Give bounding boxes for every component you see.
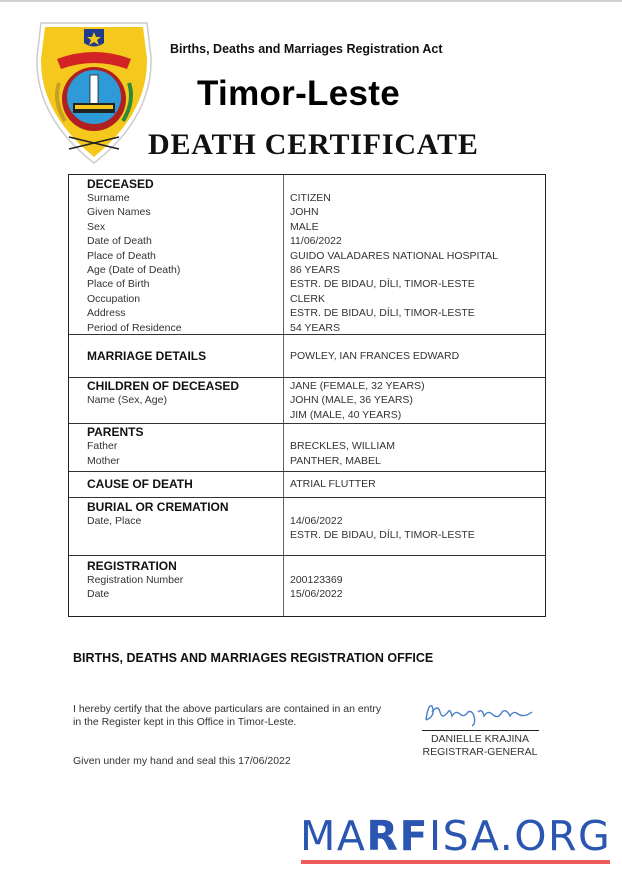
given-under-seal: Given under my hand and seal this 17/06/2022	[73, 755, 291, 767]
section-heading: DECEASED	[87, 177, 154, 191]
section-heading: MARRIAGE DETAILS	[87, 348, 207, 363]
field-label: Period of Residence	[87, 321, 182, 334]
section-marriage	[69, 334, 545, 377]
field-label: Name (Sex, Age)	[87, 394, 167, 406]
field-label: Address	[87, 307, 126, 320]
section-heading: CAUSE OF DEATH	[87, 477, 193, 491]
field-value: PANTHER, MABEL	[290, 455, 381, 467]
signature-icon	[418, 698, 543, 728]
field-label: Sex	[87, 220, 106, 233]
field-label: Date, Place	[87, 515, 142, 527]
section-parents	[69, 423, 545, 471]
section-heading: REGISTRATION	[87, 559, 177, 573]
section-heading: BURIAL OR CREMATION	[87, 500, 229, 514]
field-value: JOHN (MALE, 36 YEARS)	[290, 394, 413, 407]
coat-of-arms-icon	[33, 17, 155, 167]
field-value: 14/06/2022	[290, 515, 343, 527]
section-heading: PARENTS	[87, 425, 144, 439]
field-value: CITIZEN	[290, 192, 331, 204]
brand-part-2: RF	[366, 812, 429, 860]
field-label: Place of Birth	[87, 278, 150, 291]
field-label: Surname	[87, 192, 130, 204]
section-cause-of-death	[69, 471, 545, 497]
section-heading: CHILDREN OF DECEASED	[87, 379, 240, 393]
field-value: ESTR. DE BIDAU, DÍLI, TIMOR-LESTE	[290, 307, 475, 320]
registration-office-heading: BIRTHS, DEATHS AND MARRIAGES REGISTRATION OFFICE	[73, 651, 434, 665]
section-children	[69, 377, 545, 423]
field-label: Place of Death	[87, 249, 156, 262]
field-value: 200123369	[290, 574, 343, 586]
signatory-name: DANIELLE KRAJINA	[430, 733, 530, 745]
field-value: GUIDO VALADARES NATIONAL HOSPITAL	[290, 249, 498, 262]
field-label: Date of Death	[87, 235, 152, 248]
brand-underline	[301, 860, 610, 864]
act-title: Births, Deaths and Marriages Registration Act	[170, 42, 443, 56]
section-burial	[69, 497, 545, 555]
field-value: MALE	[290, 220, 319, 233]
field-value: JOHN	[290, 206, 319, 219]
top-border	[0, 0, 622, 2]
field-label: Date	[87, 588, 110, 601]
field-label: Mother	[87, 455, 120, 467]
signatory-title: REGISTRAR-GENERAL	[422, 745, 538, 758]
signatory-block	[410, 733, 550, 758]
field-value: JIM (MALE, 40 YEARS)	[290, 408, 402, 421]
field-label: Given Names	[87, 206, 151, 219]
signature-line	[422, 730, 539, 731]
field-value: 11/06/2022	[290, 235, 342, 248]
field-value: 15/06/2022	[290, 588, 343, 601]
field-label: Registration Number	[87, 574, 184, 586]
certification-line-2: in the Register kept in this Office in Timor-Leste.	[73, 716, 297, 728]
country-heading: Timor-Leste	[197, 74, 400, 113]
field-value: ESTR. DE BIDAU, DÍLI, TIMOR-LESTE	[290, 278, 475, 291]
brand-part-3: ISA.ORG	[429, 812, 612, 860]
field-value: ATRIAL FLUTTER	[290, 478, 376, 491]
section-deceased	[69, 175, 545, 334]
field-value: BRECKLES, WILLIAM	[290, 440, 396, 452]
brand-part-1: MA	[300, 812, 367, 860]
field-value: ESTR. DE BIDAU, DÍLI, TIMOR-LESTE	[290, 529, 475, 542]
field-value: 86 YEARS	[290, 264, 341, 277]
field-value: CLERK	[290, 292, 326, 305]
field-value: POWLEY, IAN FRANCES EDWARD	[290, 349, 460, 362]
certification-statement	[73, 703, 413, 729]
document-title: DEATH CERTIFICATE	[148, 128, 479, 161]
field-label: Occupation	[87, 292, 141, 305]
field-label: Age (Date of Death)	[87, 264, 181, 277]
field-value: 54 YEARS	[290, 321, 341, 334]
certification-line-1: I hereby certify that the above particulars are contained in an entry	[73, 703, 382, 715]
brand-watermark	[300, 812, 611, 860]
certificate-table	[68, 174, 546, 617]
field-value: JANE (FEMALE, 32 YEARS)	[290, 380, 425, 392]
section-registration	[69, 555, 545, 616]
field-label: Father	[87, 440, 118, 452]
